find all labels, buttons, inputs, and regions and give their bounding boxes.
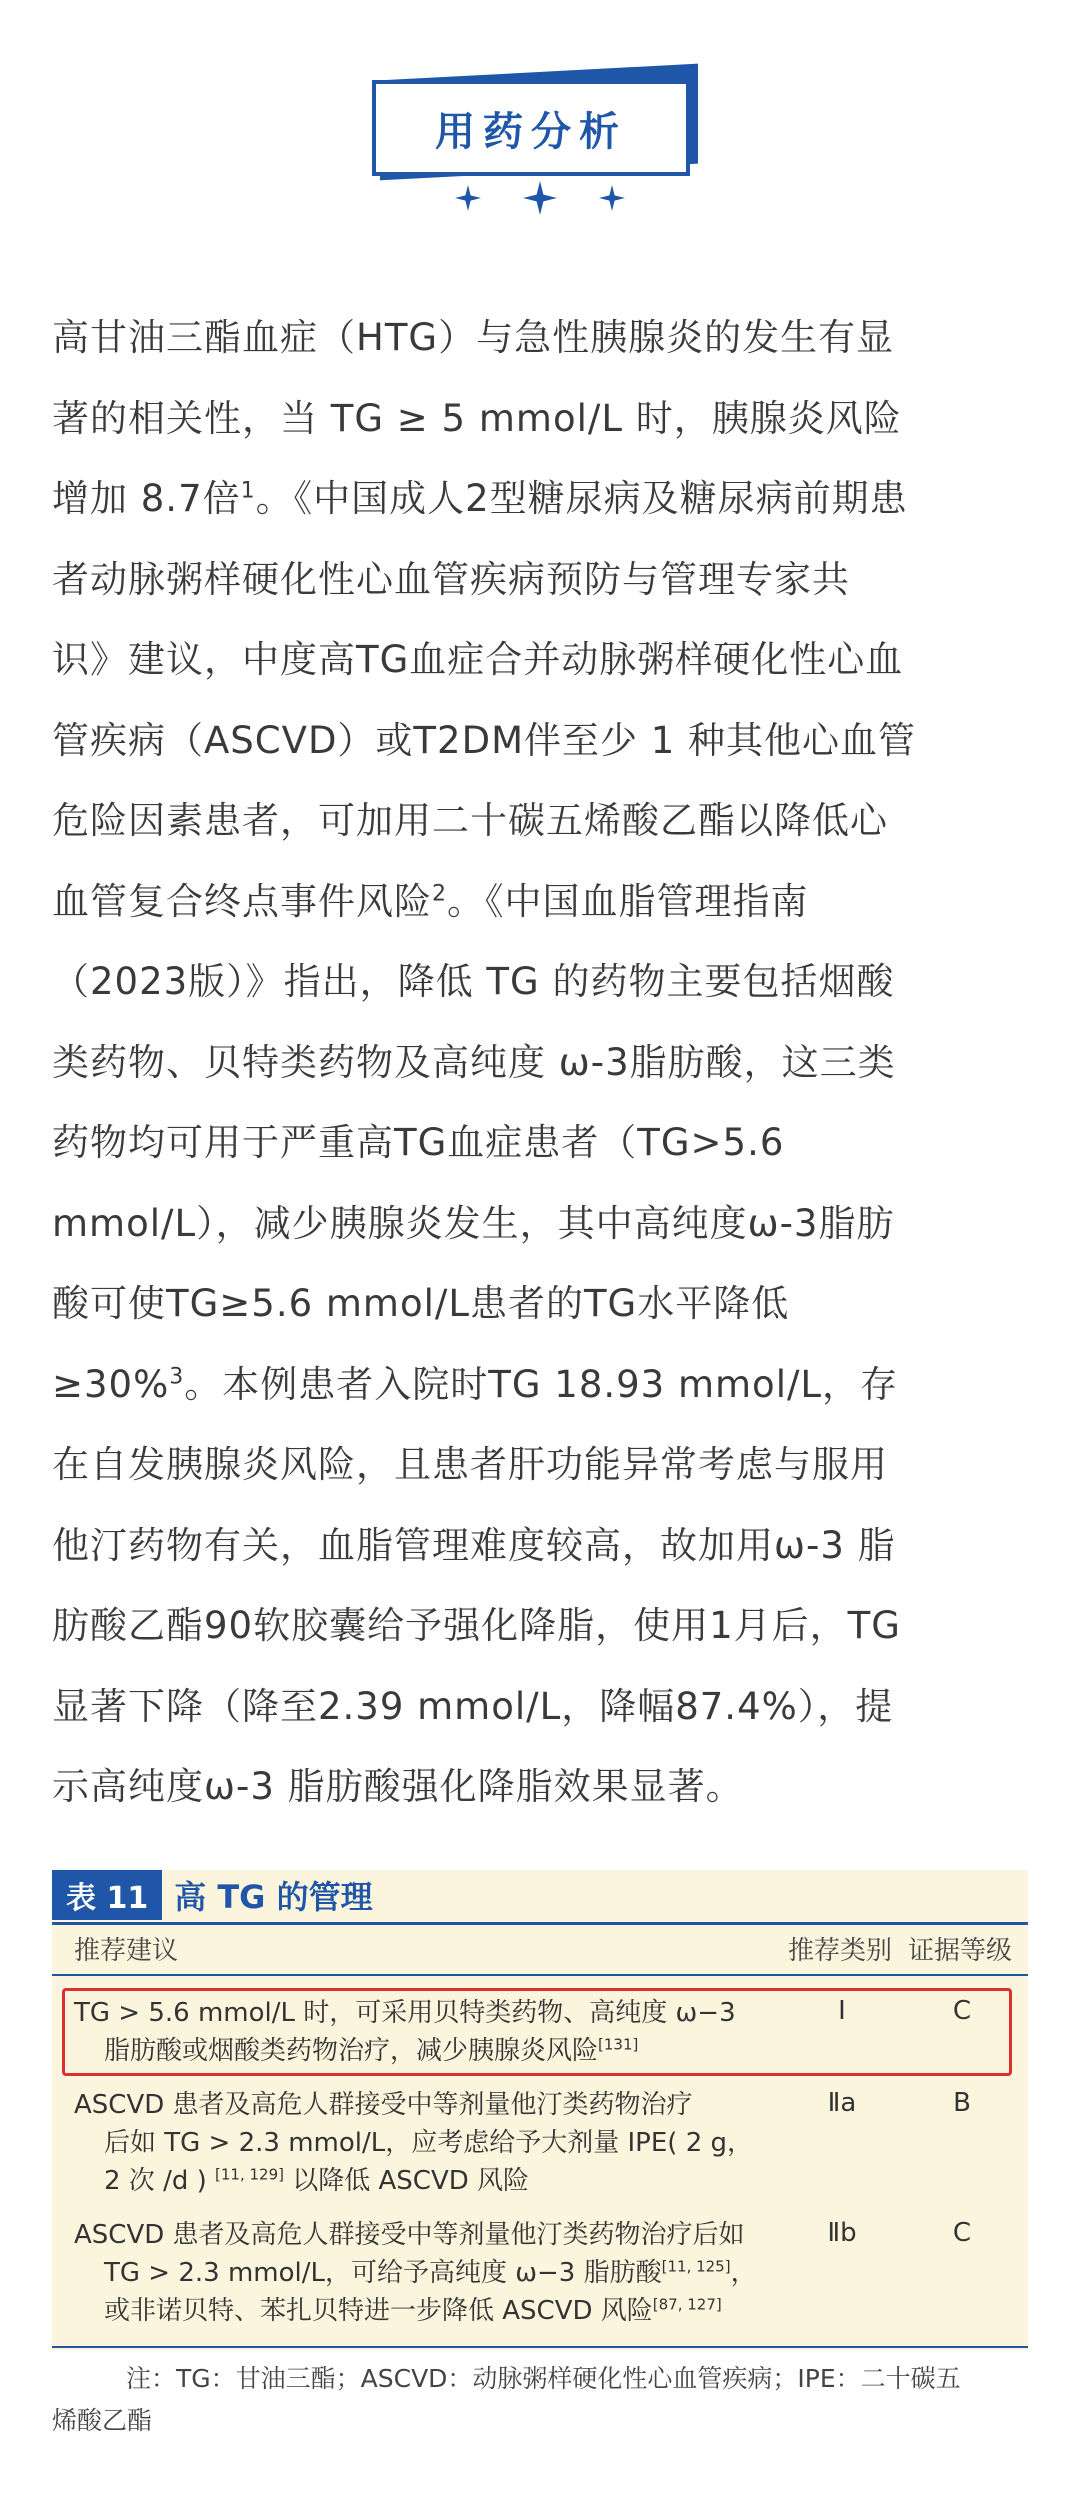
paragraph-text: 。《中国血脂管理指南 [447,879,809,923]
analysis-paragraph [52,298,1028,1828]
paragraph-line: 酸可使TG≥5.6 mmol/L患者的TG水平降低 [52,1282,790,1325]
row-2-text [104,2162,529,2200]
paragraph-line: 者动脉粥样硬化性心血管疾病预防与管理专家共 [52,557,850,601]
row-3-text [104,2292,722,2330]
row-3-text-line: TG > 2.3 mmol/L，可给予高纯度 ω−3 脂肪酸 [104,2258,662,2288]
section-title: 用药分析 [435,108,627,155]
star-icon [523,181,557,215]
row-1-text [104,2032,638,2070]
paragraph-line [52,862,1028,943]
section-header [0,0,1080,240]
row-2-text-line: 以降低 ASCVD 风险 [292,2166,530,2196]
section-badge [372,80,690,176]
reference-2: 2 [432,881,447,907]
table-label: 表 11 [52,1870,162,1920]
row-3-text-line: ， [730,2258,757,2288]
row-1-level: C [952,1996,972,2026]
row-2-text-line: 2 次 /d ) [104,2166,207,2196]
row-1-text: TG > 5.6 mmol/L 时，可采用贝特类药物、高纯度 ω−3 [74,1998,736,2028]
column-header-recommendation: 推荐建议 [74,1936,179,1966]
row-2-text: ASCVD 患者及高危人群接受中等剂量他汀类药物治疗 [74,2090,693,2120]
paragraph-text: 。本例患者入院时TG 18.93 mmol/L，存 [184,1362,899,1406]
paragraph-text: ≥30% [52,1362,170,1406]
row-3-level: C [952,2218,972,2248]
paragraph-text: 增加 8.7倍 [52,477,241,520]
row-2-reference: [11, 129] [215,2165,284,2184]
paragraph-line: 管疾病（ASCVD）或T2DM伴至少 1 种其他心血管 [52,718,917,762]
table-rule [52,2346,1028,2348]
paragraph-text: 。《中国成人2型糖尿病及糖尿病前期患 [255,477,908,520]
row-2-text: 后如 TG > 2.3 mmol/L，应考虑给予大剂量 IPE( 2 g， [104,2128,754,2158]
decorative-stars [455,178,625,218]
paragraph-line: 危险因素患者，可加用二十碳五烯酸乙酯以降低心 [52,799,888,842]
row-1-class: Ⅰ [838,1996,846,2026]
paragraph-line: （2023版）》指出，降低 TG 的药物主要包括烟酸 [52,960,895,1003]
paragraph-text: 血管复合终点事件风险 [52,879,432,923]
table-header [52,1870,1028,1920]
paragraph-line: 肪酸乙酯90软胶囊给予强化降脂，使用1月后，TG [52,1604,901,1647]
paragraph-line: 类药物、贝特类药物及高纯度 ω-3脂肪酸，这三类 [52,1040,896,1084]
table-rule [52,1922,1028,1925]
star-icon [455,185,481,211]
reference-3: 3 [169,1364,185,1390]
row-3-reference: [87, 127] [652,2295,722,2314]
guideline-table [52,1870,1028,2350]
paragraph-line: 著的相关性，当 TG ≥ 5 mmol/L 时，胰腺炎风险 [52,396,902,440]
column-header-level: 证据等级 [908,1936,1013,1966]
table-caption: 高 TG 的管理 [174,1878,373,1916]
row-1-reference: [131] [598,2035,639,2054]
row-1-text-line: 脂肪酸或烟酸类药物治疗，减少胰腺炎风险 [104,2036,599,2066]
paragraph-line [52,1345,1028,1426]
paragraph-line: mmol/L），减少胰腺炎发生，其中高纯度ω-3脂肪 [52,1201,895,1245]
row-3-text-line: 或非诺贝特、苯扎贝特进一步降低 ASCVD 风险 [104,2296,653,2326]
star-icon [599,185,625,211]
paragraph-line: 在自发胰腺炎风险，且患者肝功能异常考虑与服用 [52,1443,888,1486]
column-header-class: 推荐类别 [788,1936,893,1966]
row-3-text: ASCVD 患者及高危人群接受中等剂量他汀类药物治疗后如 [74,2220,745,2250]
row-3-text [104,2254,757,2292]
paragraph-line: 识》建议，中度高TG血症合并动脉粥样硬化性心血 [52,638,904,681]
paragraph-line: 药物均可用于严重高TG血症患者（TG>5.6 [52,1121,785,1164]
row-3-reference: [11, 125] [661,2257,731,2276]
table-note [52,2358,1028,2442]
paragraph-line: 示高纯度ω-3 脂肪酸强化降脂效果显著。 [52,1765,744,1808]
paragraph-line: 高甘油三酯血症（HTG）与急性胰腺炎的发生有显 [52,316,895,359]
row-2-level: B [953,2088,971,2118]
note-line: 烯酸乙酯 [52,2406,153,2435]
note-line: 注：TG：甘油三酯；ASCVD：动脉粥样硬化性心血管疾病；IPE：二十碳五 [126,2364,961,2393]
paragraph-line [52,459,1028,540]
paragraph-line: 显著下降（降至2.39 mmol/L，降幅87.4%），提 [52,1684,894,1728]
table-rule [52,1974,1028,1976]
row-2-class: Ⅱa [827,2088,857,2118]
paragraph-line: 他汀药物有关，血脂管理难度较高，故加用ω-3 脂 [52,1523,896,1567]
row-3-class: Ⅱb [827,2218,857,2248]
reference-1: 1 [240,478,256,504]
